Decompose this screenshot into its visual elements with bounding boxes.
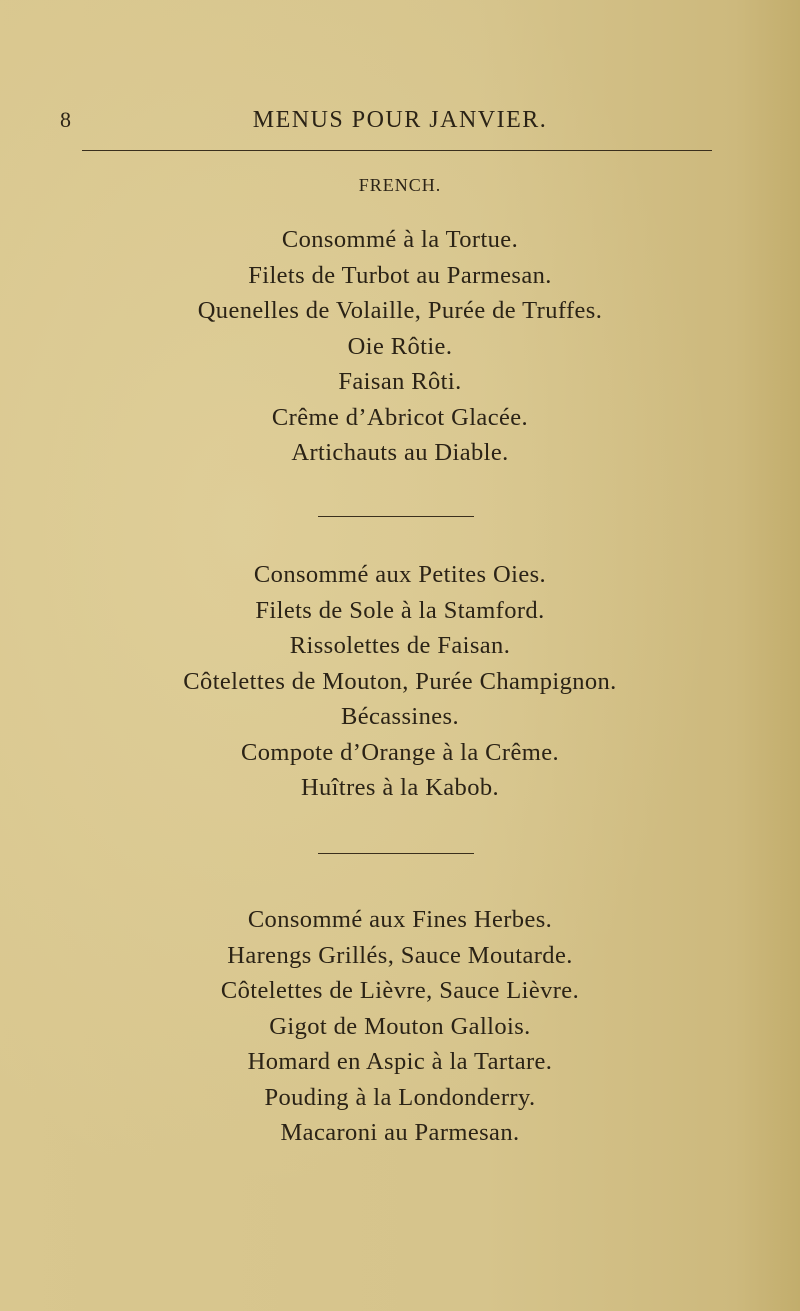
menu-item: Rissolettes de Faisan. <box>289 632 511 659</box>
menu-item: Oie Rôtie. <box>347 332 453 360</box>
menu-item: Filets de Turbot au Parmesan. <box>248 261 552 289</box>
menu-2 <box>0 557 800 806</box>
menu-item: Bécassines. <box>340 703 460 730</box>
menu-item: Consommé aux Petites Oies. <box>253 561 547 588</box>
menu-item: Gigot de Mouton Gallois. <box>269 1012 531 1040</box>
menu-item: Faisan Rôti. <box>338 368 462 395</box>
menu-divider <box>318 853 474 854</box>
menu-item: Pouding à la Londonderry. <box>264 1083 536 1111</box>
menu-item: Crême d’Abricot Glacée. <box>271 403 529 431</box>
running-title: MENUS POUR JANVIER. <box>252 107 548 133</box>
menu-3 <box>0 902 800 1151</box>
menu-item: Côtelettes de Mouton, Purée Champignon. <box>183 667 617 695</box>
menu-item: Artichauts au Diable. <box>291 439 509 466</box>
header-rule <box>82 150 712 151</box>
menu-item: Quenelles de Volaille, Purée de Truffes. <box>197 297 603 324</box>
section-label: FRENCH. <box>358 175 442 195</box>
menu-1 <box>0 222 800 471</box>
menu-item: Homard en Aspic à la Tartare. <box>247 1048 553 1075</box>
menu-item: Filets de Sole à la Stamford. <box>255 596 545 624</box>
menu-item: Consommé aux Fines Herbes. <box>247 906 553 933</box>
menu-item: Macaroni au Parmesan. <box>280 1119 520 1146</box>
menu-item: Huîtres à la Kabob. <box>300 774 500 801</box>
menu-item: Harengs Grillés, Sauce Moutarde. <box>227 941 573 969</box>
menu-item: Consommé à la Tortue. <box>281 226 519 253</box>
page-number: 8 <box>60 107 71 132</box>
menu-item: Compote d’Orange à la Crême. <box>240 738 560 766</box>
menu-item: Côtelettes de Lièvre, Sauce Lièvre. <box>220 977 580 1004</box>
menu-divider <box>318 516 474 517</box>
